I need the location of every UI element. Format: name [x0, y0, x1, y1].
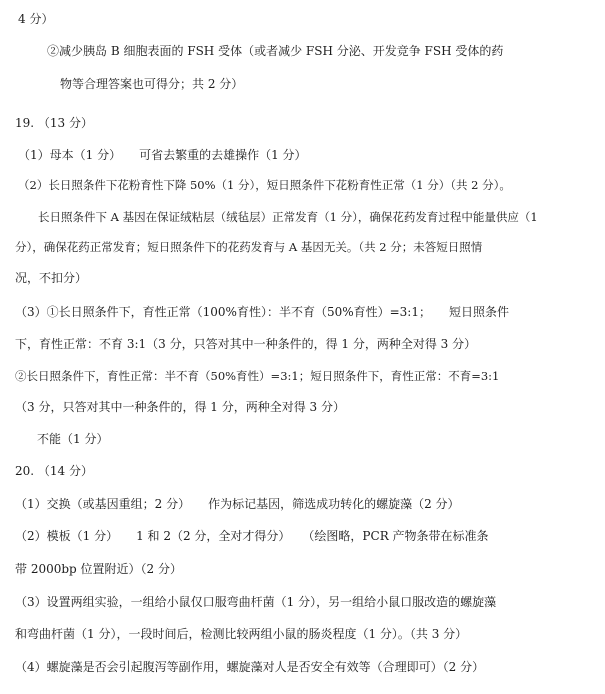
- text-line: 不能（1 分）: [37, 432, 109, 446]
- text-line: 物等合理答案也可得分；共 2 分）: [60, 77, 244, 91]
- text-line: （2）长日照条件下花粉育性下降 50%（1 分），短日照条件下花粉育性正常（1 分）（共 2 分）。: [18, 178, 511, 192]
- text-line: 分），确保花药正常发育；短日照条件下的花药发育与 A 基因无关。（共 2 分；未答短日照情: [15, 240, 483, 254]
- question-heading-20: 20. （14 分）: [15, 464, 93, 478]
- text-line: 4 分）: [18, 12, 54, 26]
- text-line: 况，不扣分）: [15, 271, 88, 285]
- text-line: 和弯曲杆菌（1 分），一段时间后，检测比较两组小鼠的肠炎程度（1 分）。（共 3 分）: [15, 627, 468, 641]
- text-line: ②减少胰岛 B 细胞表面的 FSH 受体（或者减少 FSH 分泌、开发竞争 FSH 受体的药: [47, 44, 504, 58]
- text-line: （3 分，只答对其中一种条件的，得 1 分，两种全对得 3 分）: [15, 400, 345, 414]
- text-line: 带 2000bp 位置附近）（2 分）: [15, 562, 182, 576]
- text-line: （3）设置两组实验，一组给小鼠仅口服弯曲杆菌（1 分），另一组给小鼠口服改造的螺旋藻: [15, 595, 497, 609]
- question-heading-19: 19. （13 分）: [15, 116, 93, 130]
- text-line: ②长日照条件下，育性正常：半不育（50%育性）=3:1；短日照条件下，育性正常：不育=3:1: [15, 369, 500, 383]
- text-line: （3）①长日照条件下，育性正常（100%育性）：半不育（50%育性）=3:1； 短日照条件: [15, 305, 509, 319]
- text-line: 长日照条件下 A 基因在保证绒粘层（绒毡层）正常发育（1 分），确保花药发育过程中能量供应（1: [38, 210, 538, 224]
- text-line: （1）交换（或基因重组；2 分） 作为标记基因，筛选成功转化的螺旋藻（2 分）: [15, 497, 460, 511]
- text-line: （1）母本（1 分） 可省去繁重的去雄操作（1 分）: [18, 148, 307, 162]
- text-line: （4）螺旋藻是否会引起腹泻等副作用，螺旋藻对人是否安全有效等（合理即可）（2 分）: [15, 660, 485, 674]
- text-line: 下，育性正常：不育 3:1（3 分，只答对其中一种条件的，得 1 分，两种全对得 3 分）: [15, 337, 477, 351]
- text-line: （2）模板（1 分） 1 和 2（2 分，全对才得分） （绘图略，PCR 产物条带在标准条: [15, 529, 489, 543]
